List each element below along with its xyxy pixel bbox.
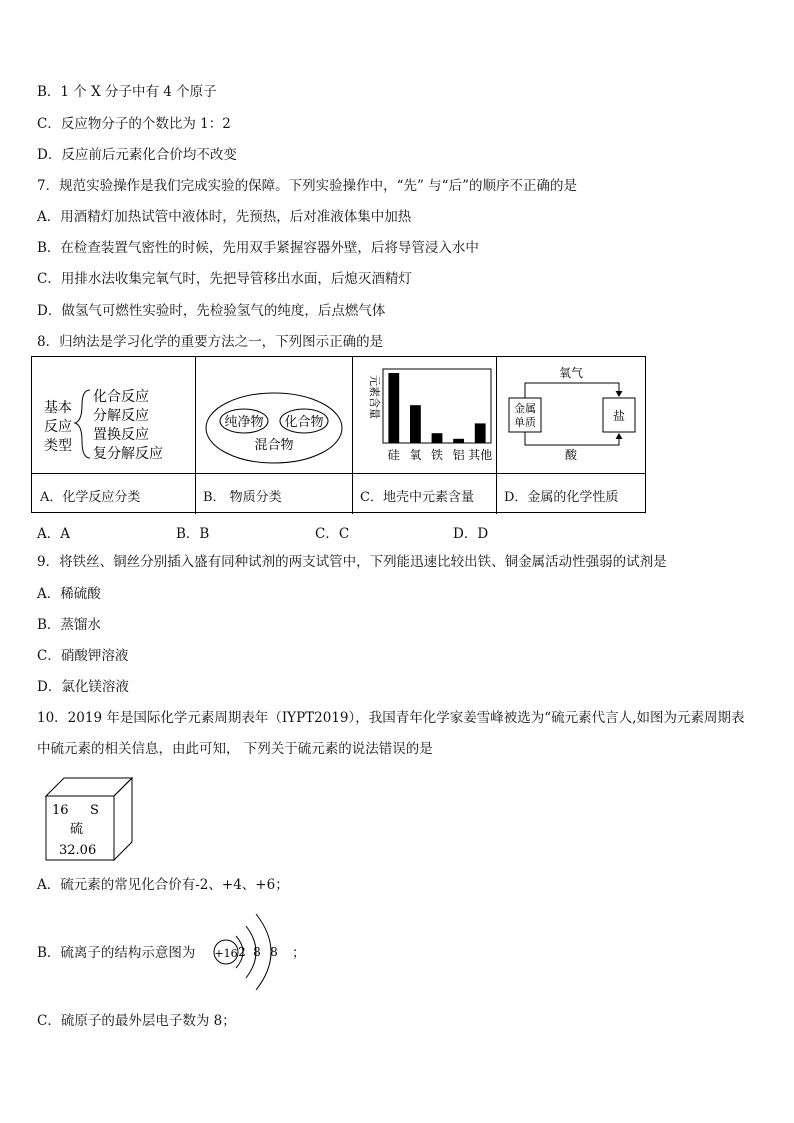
panel-a-left-1: 基本 <box>44 400 72 416</box>
panel-b-inner-2: 化合物 <box>284 415 324 430</box>
panel-a-reaction-types <box>32 357 196 473</box>
shell-2: 8 <box>253 945 261 959</box>
option-a-q9: A．稀硫酸 <box>37 586 101 602</box>
panel-a-right-2: 分解反应 <box>93 408 149 424</box>
question-10-line-1: 10．2019 年是国际化学元素周期表年（IYPT2019），我国青年化学家姜雪峰被选为“硫元素代言人,如图为元素周期表 <box>37 710 745 726</box>
option-b-q10: B．硫离子的结构示意图为 <box>37 945 196 961</box>
sulfur-element-cube <box>40 772 140 867</box>
sulfur-ion-structure <box>206 902 296 1002</box>
option-b-q9: B．蒸馏水 <box>37 617 101 633</box>
panel-d-top: 氧气 <box>558 366 584 380</box>
caption-c: C．地壳中元素含量 <box>360 490 474 505</box>
element-symbol: S <box>90 803 99 818</box>
caption-d: D．金属的化学性质 <box>504 490 619 505</box>
bar-3 <box>453 439 464 443</box>
category-label-1: 氧 <box>409 448 422 462</box>
panel-b-outer: 混合物 <box>254 438 294 453</box>
category-label-2: 铁 <box>430 448 444 462</box>
bar-0 <box>388 373 399 443</box>
atomic-number: 16 <box>52 803 69 818</box>
caption-b: B． 物质分类 <box>203 490 282 505</box>
panel-d-left-2: 单质 <box>514 416 536 429</box>
question-10-line-2: 中硫元素的相关信息，由此可知， 下列关于硫元素的说法错误的是 <box>37 741 433 757</box>
question-8-figure-table <box>31 356 646 513</box>
q8-option-b: B．B <box>176 526 210 542</box>
option-b-q6: B．1 个 X 分子中有 4 个原子 <box>37 84 217 100</box>
q8-option-a: A．A <box>37 526 70 542</box>
bar-1 <box>410 405 421 443</box>
category-label-4: 其他 <box>468 448 493 462</box>
atomic-mass: 32.06 <box>59 843 97 858</box>
panel-a-right-4: 复分解反应 <box>93 446 163 462</box>
option-d-q9: D．氯化镁溶液 <box>37 679 129 695</box>
option-c-q10: C．硫原子的最外层电子数为 8； <box>37 1013 236 1029</box>
shell-3: 8 <box>270 945 278 959</box>
shell-1: 2 <box>238 945 246 959</box>
option-a-q10: A．硫元素的常见化合价有-2、+4、+6； <box>37 877 289 893</box>
panel-a-right-3: 置换反应 <box>93 427 149 443</box>
q8-option-d: D．D <box>453 526 489 542</box>
question-8: 8．归纳法是学习化学的重要方法之一，下列图示正确的是 <box>37 334 384 350</box>
caption-a: A．化学反应分类 <box>40 490 141 505</box>
option-d-q7: D．做氢气可燃性实验时，先检验氢气的纯度，后点燃气体 <box>37 303 386 319</box>
panel-a-left-2: 反应 <box>44 419 72 435</box>
option-d-q6: D．反应前后元素化合价均不改变 <box>37 147 237 163</box>
matter-classification-diagram <box>196 357 352 472</box>
caption-row <box>32 473 645 514</box>
bar-4 <box>475 423 486 443</box>
element-name: 硫 <box>70 822 84 837</box>
panel-c-crust-elements <box>353 357 497 473</box>
question-9: 9．将铁丝、铜丝分别插入盛有同种试剂的两支试管中，下列能迅速比较出铁、铜金属活动性强弱的试剂是 <box>37 554 667 570</box>
nucleus-charge: +16 <box>214 947 238 960</box>
panel-a-left-3: 类型 <box>44 438 72 454</box>
category-label-0: 硅 <box>387 448 400 462</box>
panel-b-matter-classification <box>196 357 353 473</box>
chart-ylabel: 元素含量 <box>368 375 381 419</box>
panel-b-inner-1: 纯净物 <box>224 415 264 430</box>
q8-option-c: C．C <box>315 526 350 542</box>
question-7: 7．规范实验操作是我们完成实验的保障。下列实验操作中，“先” 与“后”的顺序不正确的是 <box>37 178 577 194</box>
panel-d-bottom: 酸 <box>564 448 578 462</box>
panel-d-metal-properties <box>497 357 646 473</box>
option-a-q7: A．用酒精灯加热试管中液体时，先预热，后对准液体集中加热 <box>37 209 412 225</box>
element-content-bar-chart <box>353 357 496 472</box>
category-label-3: 铝 <box>452 448 465 462</box>
metal-properties-diagram <box>497 357 645 472</box>
chart-frame <box>383 369 491 443</box>
option-c-q9: C．硝酸钾溶液 <box>37 648 129 664</box>
panel-d-right: 盐 <box>612 409 626 423</box>
option-b-q7: B．在检查装置气密性的时候，先用双手紧握容器外壁，后将导管浸入水中 <box>37 240 479 256</box>
panel-d-left-1: 金属 <box>514 402 536 415</box>
reaction-types-diagram <box>32 357 195 472</box>
option-b-q10-end: ； <box>292 945 306 961</box>
option-c-q6: C．反应物分子的个数比为 1：2 <box>37 116 231 132</box>
acid-arrow <box>525 432 619 445</box>
oxygen-arrow <box>525 383 619 398</box>
bar-2 <box>432 433 443 443</box>
brace-icon <box>75 390 90 458</box>
panel-a-right-1: 化合反应 <box>93 389 149 405</box>
option-c-q7: C．用排水法收集完氧气时，先把导管移出水面，后熄灭酒精灯 <box>37 271 412 287</box>
